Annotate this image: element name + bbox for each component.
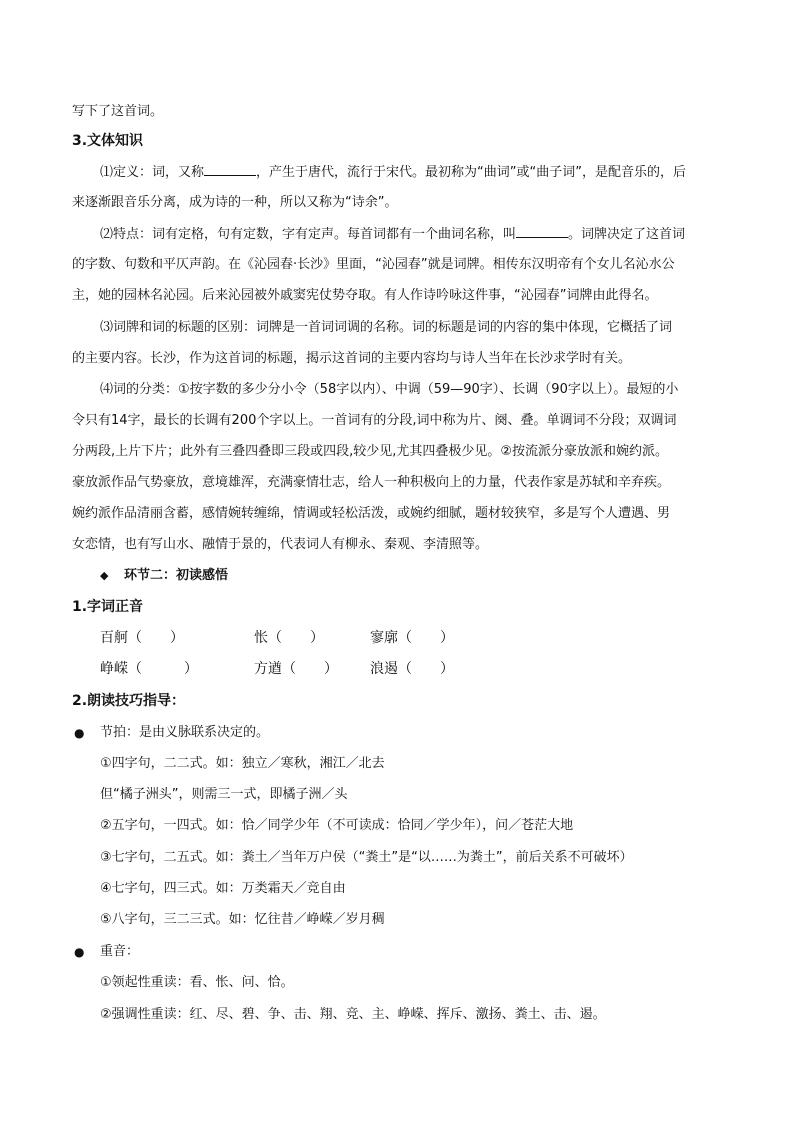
definition-blank	[204, 163, 256, 176]
stress-item-2: ②强调性重读：红、尽、碧、争、击、翔、竞、主、峥嵘、挥斥、激扬、粪土、击、遏。	[100, 1007, 606, 1022]
rhythm-item-1b: 但“橘子洲头”，则需三一式，即橘子洲／头	[100, 787, 348, 802]
class-text-a: ①按字数的多少分小令（58字以内）、中调（59—90字）、长调（90字以上）。最短的小	[178, 382, 679, 397]
pronunciation-heading: 1.字词正音	[72, 599, 144, 615]
stress-item-1: ①领起性重读：看、怅、问、恰。	[100, 975, 294, 990]
pronunciation-item-4: 峥嵘（ ）	[100, 661, 198, 677]
rhythm-item-5: ⑤八字句，三二三式。如：忆往昔／峥嵘／岁月稠	[100, 912, 385, 927]
intro-tail: 写下了这首词。	[72, 104, 164, 119]
rhythm-item-4: ④七字句，四三式。如：万类霜天／竞自由	[100, 881, 346, 896]
stress-bullet-icon: ●	[74, 945, 85, 959]
definition-line-2: 来逐渐跟音乐分离，成为诗的一种，所以又称为“诗余”。	[72, 195, 398, 210]
rhythm-item-1: ①四字句，二二式。如：独立／寒秋，湘江／北去	[100, 756, 385, 771]
rhythm-title: 节拍：是由义脉联系决定的。	[100, 725, 270, 740]
features-text-a: 词有定格，句有定数，字有定声。每首词都有一个曲词名称，叫	[152, 227, 517, 242]
diff-line-2: 的主要内容。长沙，作为这首词的标题，揭示这首词的主要内容均与诗人当年在长沙求学时有关。	[72, 351, 632, 366]
features-label: ⑵特点：	[100, 227, 153, 242]
features-line-3: 主，她的园林名沁园。后来沁园被外戚窦宪仗势夺取。有人作诗吟咏这件事，“沁园春”词牌由此得名。	[72, 288, 658, 303]
diff-text-a: 词牌是一首词词调的名称。词的标题是词的内容的集中体现，它概括了词	[256, 320, 673, 335]
features-text-b: 。词牌决定了这首词	[568, 227, 686, 242]
class-line-6: 女恋情，也有写山水、融情于景的，代表词人有柳永、秦观、李清照等。	[72, 537, 489, 552]
features-line-2: 的字数、句数和平仄声韵。在《沁园春·长沙》里面，“沁园春”就是词牌。相传东汉明帝有个女儿名沁水公	[72, 257, 675, 272]
rhythm-item-2: ②五字句，一四式。如：恰／同学少年（不可读成：恰同／学少年），问／苍茫大地	[100, 818, 574, 833]
stress-title: 重音：	[100, 944, 140, 959]
pronunciation-item-3: 寥廓（ ）	[370, 630, 454, 646]
diff-label: ⑶词牌和词的标题的区别：	[100, 320, 257, 335]
reading-heading: 2.朗读技巧指导：	[72, 693, 186, 709]
diff-line-1	[100, 318, 722, 338]
features-blank	[516, 225, 568, 238]
definition-text-b: ，产生于唐代，流行于宋代。最初称为“曲词”或“曲子词”，是配音乐的，后	[256, 165, 686, 180]
class-line-3: 分两段,上片下片；此外有三叠四叠即三段或四段,较少见,尤其四叠极少见。②按流派分豪放派和婉约派。	[72, 444, 669, 459]
rhythm-item-3: ③七字句，二五式。如：粪土／当年万户侯（“粪土”是“以……为粪土”，前后关系不可破坏）	[100, 850, 633, 865]
rhythm-bullet-icon: ●	[74, 726, 85, 740]
definition-text-a: 词，又称	[152, 165, 205, 180]
part2-marker-icon: ◆	[100, 569, 109, 582]
definition-line-1	[100, 163, 722, 183]
class-label: ⑷词的分类：	[100, 382, 179, 397]
pronunciation-item-5: 方遒（ ）	[254, 661, 338, 677]
pronunciation-item-1: 百舸（ ）	[100, 630, 184, 646]
definition-label: ⑴定义：	[100, 165, 153, 180]
part2-heading: 环节二：初读感悟	[124, 568, 229, 583]
class-line-1	[100, 380, 722, 400]
class-line-5: 婉约派作品清丽含蓄，感情婉转缠绵，情调或轻松活泼，或婉约细腻，题材较狭窄，多是写个人遭遇、男	[72, 506, 671, 521]
class-line-2: 令只有14字，最长的长调有200个字以上。一首词有的分段,词中称为片、阕、叠。单调词不分段；双调词	[72, 413, 677, 428]
class-line-4: 豪放派作品气势豪放，意境雄浑，充满豪情壮志，给人一种积极向上的力量，代表作家是苏轼和辛弃疾。	[72, 475, 671, 490]
section3-heading: 3.文体知识	[72, 133, 144, 149]
pronunciation-item-6: 浪遏（ ）	[370, 661, 454, 677]
pronunciation-item-2: 怅（ ）	[254, 630, 324, 646]
features-line-1	[100, 225, 722, 245]
